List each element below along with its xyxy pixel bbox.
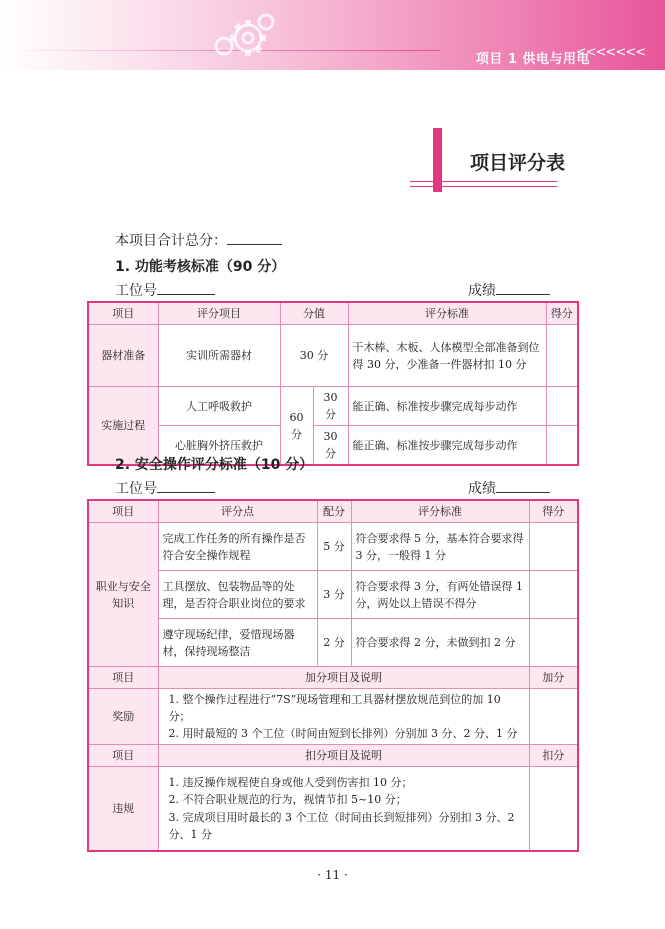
header-cell: 扣分项目及说明 xyxy=(158,745,529,767)
header-cell: 项目 xyxy=(88,667,158,689)
section2-station xyxy=(115,478,215,498)
chevrons-icon: <<<<<<< xyxy=(575,45,645,60)
header-cell: 加分 xyxy=(529,667,578,689)
penalty-line: 1. 违反操作规程使自身或他人受到伤害扣 10 分； xyxy=(168,776,413,790)
total-score-label: 本项目合计总分： xyxy=(115,233,227,249)
standard-cell: 符合要求得 2 分，未做到扣 2 分 xyxy=(351,619,529,667)
section2-score xyxy=(468,478,550,498)
category-cell: 违规 xyxy=(88,767,158,851)
header-cell: 得分 xyxy=(546,302,578,325)
score-cell xyxy=(529,619,578,667)
total-score-blank xyxy=(227,230,282,245)
score-value-cell: 2 分 xyxy=(317,619,351,667)
header-cell: 得分 xyxy=(529,500,578,523)
gears-icon xyxy=(200,10,290,65)
score-cell xyxy=(546,325,578,387)
penalty-line: 2. 不符合职业规范的行为，视情节扣 5~10 分； xyxy=(168,793,407,807)
points-cell: 30 分 xyxy=(280,325,348,387)
bonus-line: 2. 用时最短的 3 个工位（时间由短到长排列）分别加 3 分、2 分、1 分 xyxy=(168,727,518,741)
chapter-title: 项目 1 供电与用电 xyxy=(475,52,590,67)
standard-cell: 干木棒、木板、人体模型全部准备到位得 30 分，少准备一件器材扣 10 分 xyxy=(348,325,546,387)
header-cell: 配分 xyxy=(317,500,351,523)
score-cell xyxy=(529,523,578,571)
points-cell: 60 分 xyxy=(280,387,313,466)
score-cell xyxy=(546,426,578,466)
page-number: · 11 · xyxy=(317,868,348,882)
standard-cell: 符合要求得 3 分，有两处错误得 1 分，两处以上错误不得分 xyxy=(351,571,529,619)
station-label: 工位号 xyxy=(115,481,157,497)
table-row xyxy=(88,571,578,619)
penalty-description-cell xyxy=(158,767,529,851)
score-value-cell: 3 分 xyxy=(317,571,351,619)
section1-score xyxy=(468,280,550,300)
station-label: 工位号 xyxy=(115,283,157,299)
subpoints-cell: 30 分 xyxy=(313,387,348,426)
section1-heading: 1. 功能考核标准（90 分） xyxy=(115,259,286,275)
station-blank xyxy=(157,478,215,493)
title-rule xyxy=(410,181,557,182)
point-cell: 遵守现场纪律，爱惜现场器材，保持现场整洁 xyxy=(158,619,317,667)
item-cell: 实训所需器材 xyxy=(158,325,280,387)
score-value-cell: 5 分 xyxy=(317,523,351,571)
header-cell: 评分标准 xyxy=(351,500,529,523)
score-cell xyxy=(546,387,578,426)
header-cell: 项目 xyxy=(88,745,158,767)
header-cell: 评分项目 xyxy=(158,302,280,325)
header-cell: 评分标准 xyxy=(348,302,546,325)
table-row xyxy=(88,689,578,745)
table-header-row xyxy=(88,302,578,325)
table-row xyxy=(88,767,578,851)
safety-score-table xyxy=(87,499,579,852)
table-row xyxy=(88,523,578,571)
standard-cell: 能正确、标准按步骤完成每步动作 xyxy=(348,426,546,466)
subpoints-cell: 30 分 xyxy=(313,426,348,466)
header-cell: 分值 xyxy=(280,302,348,325)
score-label: 成绩 xyxy=(468,283,496,299)
function-score-table xyxy=(87,301,579,466)
page-title: 项目评分表 xyxy=(470,152,566,174)
header-cell: 项目 xyxy=(88,302,158,325)
item-cell: 心脏胸外挤压救护 xyxy=(158,426,280,466)
penalty-header-row xyxy=(88,745,578,767)
score-cell xyxy=(529,571,578,619)
category-cell: 实施过程 xyxy=(88,387,158,466)
title-accent-bar xyxy=(433,128,442,192)
point-cell: 完成工作任务的所有操作是否符合安全操作规程 xyxy=(158,523,317,571)
bonus-description-cell xyxy=(158,689,529,745)
standard-cell: 能正确、标准按步骤完成每步动作 xyxy=(348,387,546,426)
category-cell: 器材准备 xyxy=(88,325,158,387)
table-row xyxy=(88,325,578,387)
table-row xyxy=(88,619,578,667)
section1-station xyxy=(115,280,215,300)
category-cell: 奖励 xyxy=(88,689,158,745)
score-blank xyxy=(496,280,550,295)
station-blank xyxy=(157,280,215,295)
total-score-line xyxy=(115,230,282,250)
penalty-line: 3. 完成项目用时最长的 3 个工位（时间由长到短排列）分别扣 3 分、2 分、1 分 xyxy=(168,810,515,841)
header-cell: 扣分 xyxy=(529,745,578,767)
header-cell: 加分项目及说明 xyxy=(158,667,529,689)
table-header-row xyxy=(88,500,578,523)
category-cell: 职业与安全知识 xyxy=(88,523,158,667)
header-cell: 项目 xyxy=(88,500,158,523)
standard-cell: 符合要求得 5 分，基本符合要求得 3 分，一般得 1 分 xyxy=(351,523,529,571)
bonus-header-row xyxy=(88,667,578,689)
title-rule xyxy=(410,186,557,187)
point-cell: 工具摆放、包装物品等的处理，是否符合职业岗位的要求 xyxy=(158,571,317,619)
score-cell xyxy=(529,767,578,851)
score-label: 成绩 xyxy=(468,481,496,497)
score-cell xyxy=(529,689,578,745)
header-cell: 评分点 xyxy=(158,500,317,523)
score-blank xyxy=(496,478,550,493)
bonus-line: 1. 整个操作过程进行“7S”现场管理和工具器材摆放规范到位的加 10 分； xyxy=(168,693,501,724)
table-row xyxy=(88,387,578,426)
section2-heading: 2. 安全操作评分标准（10 分） xyxy=(115,457,314,473)
item-cell: 人工呼吸救护 xyxy=(158,387,280,426)
